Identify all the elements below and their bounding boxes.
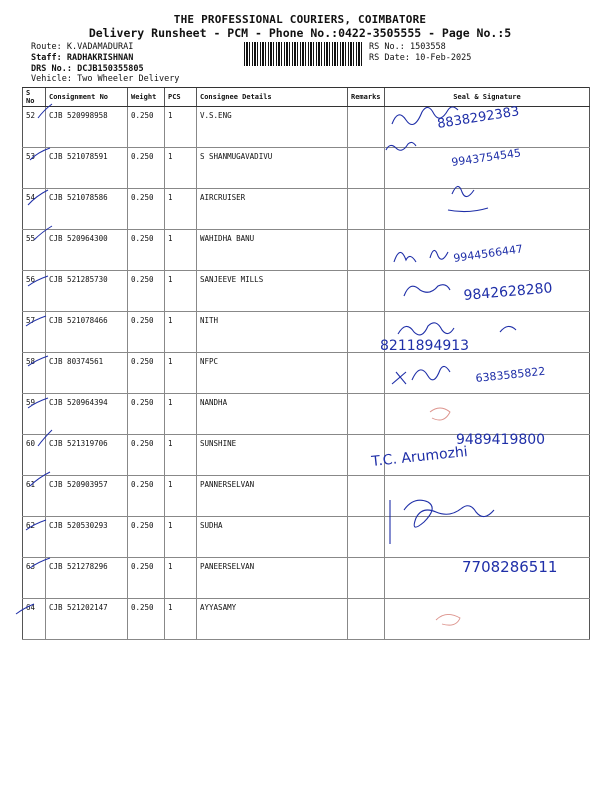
cell-consignee: SUDHA xyxy=(197,517,348,558)
table-row xyxy=(23,599,590,640)
cell-signature xyxy=(385,476,590,517)
staff-value: RADHAKRISHNAN xyxy=(66,53,134,63)
cell-remarks xyxy=(348,189,385,230)
rs-no-label: RS No.: xyxy=(369,42,405,52)
cell-sno: 61 xyxy=(23,476,46,517)
table-header-row xyxy=(23,88,590,107)
cell-pcs: 1 xyxy=(165,435,197,476)
cell-pcs: 1 xyxy=(165,312,197,353)
handwritten-phone-53: 9943754545 xyxy=(450,146,522,169)
staff-line xyxy=(31,53,133,63)
handwritten-name-60: T.C. Arumozhi xyxy=(370,443,469,470)
cell-signature xyxy=(385,558,590,599)
rs-date-label: RS Date: xyxy=(369,53,410,63)
cell-consignee: AIRCRUISER xyxy=(197,189,348,230)
vehicle-label: Vehicle: xyxy=(31,74,72,84)
cell-consignment: CJB 521078591 xyxy=(46,148,128,189)
cell-pcs: 1 xyxy=(165,476,197,517)
cell-weight: 0.250 xyxy=(128,189,165,230)
cell-consignee: NFPC xyxy=(197,353,348,394)
table-row xyxy=(23,517,590,558)
table-row xyxy=(23,394,590,435)
cell-pcs: 1 xyxy=(165,599,197,640)
cell-pcs: 1 xyxy=(165,189,197,230)
company-title: THE PROFESSIONAL COURIERS, COIMBATORE xyxy=(173,13,427,26)
cell-weight: 0.250 xyxy=(128,353,165,394)
rs-date-value: 10-Feb-2025 xyxy=(415,53,472,63)
cell-consignee: V.S.ENG xyxy=(197,107,348,148)
table-row xyxy=(23,189,590,230)
col-header-consignment: Consignment No xyxy=(46,88,128,107)
col-header-consignee: Consignee Details xyxy=(197,88,348,107)
cell-signature xyxy=(385,148,590,189)
route-line xyxy=(31,42,133,52)
handwritten-phone-56: 9842628280 xyxy=(462,280,554,304)
table-row xyxy=(23,353,590,394)
cell-weight: 0.250 xyxy=(128,476,165,517)
cell-remarks xyxy=(348,517,385,558)
cell-signature xyxy=(385,312,590,353)
cell-remarks xyxy=(348,476,385,517)
table-row xyxy=(23,312,590,353)
cell-weight: 0.250 xyxy=(128,394,165,435)
cell-remarks xyxy=(348,148,385,189)
cell-sno: 63 xyxy=(23,558,46,599)
route-value: K.VADAMADURAI xyxy=(66,42,134,52)
cell-weight: 0.250 xyxy=(128,435,165,476)
vehicle-line xyxy=(31,74,179,84)
cell-sno: 62 xyxy=(23,517,46,558)
cell-signature xyxy=(385,599,590,640)
cell-consignment: CJB 521078466 xyxy=(46,312,128,353)
cell-consignment: CJB 521078586 xyxy=(46,189,128,230)
cell-consignment: CJB 520964300 xyxy=(46,230,128,271)
vehicle-value: Two Wheeler Delivery xyxy=(77,74,180,84)
handwritten-phone-60: 9489419800 xyxy=(456,432,546,448)
cell-remarks xyxy=(348,435,385,476)
cell-remarks xyxy=(348,271,385,312)
cell-sno: 59 xyxy=(23,394,46,435)
cell-pcs: 1 xyxy=(165,394,197,435)
cell-pcs: 1 xyxy=(165,107,197,148)
handwritten-phone-57: 8211894913 xyxy=(380,338,470,354)
cell-remarks xyxy=(348,353,385,394)
cell-weight: 0.250 xyxy=(128,107,165,148)
cell-consignment: CJB 521285730 xyxy=(46,271,128,312)
cell-signature xyxy=(385,435,590,476)
cell-pcs: 1 xyxy=(165,517,197,558)
table-row xyxy=(23,230,590,271)
cell-pcs: 1 xyxy=(165,230,197,271)
table-row xyxy=(23,435,590,476)
cell-consignment: CJB 520964394 xyxy=(46,394,128,435)
cell-remarks xyxy=(348,558,385,599)
cell-sno: 60 xyxy=(23,435,46,476)
cell-consignee: NITH xyxy=(197,312,348,353)
col-header-remarks: Remarks xyxy=(348,88,385,107)
cell-signature xyxy=(385,517,590,558)
cell-pcs: 1 xyxy=(165,148,197,189)
cell-remarks xyxy=(348,599,385,640)
cell-weight: 0.250 xyxy=(128,148,165,189)
drs-label: DRS No.: xyxy=(31,64,72,74)
col-header-weight: Weight xyxy=(128,88,165,107)
drs-value: DCJB150355805 xyxy=(77,64,144,74)
cell-consignee: AYYASAMY xyxy=(197,599,348,640)
col-header-signature: Seal & Signature xyxy=(385,88,590,107)
cell-consignment: CJB 521319706 xyxy=(46,435,128,476)
cell-pcs: 1 xyxy=(165,271,197,312)
cell-sno: 56 xyxy=(23,271,46,312)
cell-consignee: PANEERSELVAN xyxy=(197,558,348,599)
cell-weight: 0.250 xyxy=(128,230,165,271)
cell-pcs: 1 xyxy=(165,558,197,599)
rs-no-value: 1503558 xyxy=(409,42,446,52)
cell-sno: 55 xyxy=(23,230,46,271)
cell-consignment: CJB 521278296 xyxy=(46,558,128,599)
cell-sno: 57 xyxy=(23,312,46,353)
cell-sno: 52 xyxy=(23,107,46,148)
cell-weight: 0.250 xyxy=(128,271,165,312)
cell-weight: 0.250 xyxy=(128,312,165,353)
col-header-pcs: PCS xyxy=(165,88,197,107)
cell-consignee: PANNERSELVAN xyxy=(197,476,348,517)
cell-remarks xyxy=(348,230,385,271)
drs-line xyxy=(31,64,144,74)
cell-signature xyxy=(385,230,590,271)
runsheet-subtitle: Delivery Runsheet - PCM - Phone No.:0422-3505555 - Page No.:5 xyxy=(88,26,512,40)
staff-label: Staff: xyxy=(31,53,62,63)
cell-consignee: WAHIDHA BANU xyxy=(197,230,348,271)
cell-weight: 0.250 xyxy=(128,517,165,558)
cell-consignment: CJB 521202147 xyxy=(46,599,128,640)
runsheet-table xyxy=(22,87,590,640)
handwritten-phone-63: 7708286511 xyxy=(462,558,558,576)
cell-weight: 0.250 xyxy=(128,558,165,599)
col-header-sno: S No xyxy=(23,88,46,107)
cell-signature xyxy=(385,189,590,230)
cell-sno: 53 xyxy=(23,148,46,189)
table-row xyxy=(23,271,590,312)
cell-signature xyxy=(385,107,590,148)
cell-sno: 54 xyxy=(23,189,46,230)
cell-consignment: CJB 520998958 xyxy=(46,107,128,148)
cell-pcs: 1 xyxy=(165,353,197,394)
barcode xyxy=(244,42,362,66)
cell-remarks xyxy=(348,107,385,148)
handwritten-phone-58: 6383585822 xyxy=(474,364,546,385)
cell-consignment: CJB 80374561 xyxy=(46,353,128,394)
cell-sno: 58 xyxy=(23,353,46,394)
cell-remarks xyxy=(348,312,385,353)
cell-consignee: SUNSHINE xyxy=(197,435,348,476)
cell-consignee: NANDHA xyxy=(197,394,348,435)
cell-signature xyxy=(385,353,590,394)
cell-weight: 0.250 xyxy=(128,599,165,640)
cell-consignee: SANJEEVE MILLS xyxy=(197,271,348,312)
table-row xyxy=(23,558,590,599)
route-label: Route: xyxy=(31,42,62,52)
cell-consignment: CJB 520903957 xyxy=(46,476,128,517)
table-row xyxy=(23,476,590,517)
cell-remarks xyxy=(348,394,385,435)
rs-no-line xyxy=(369,42,446,52)
cell-sno: 64 xyxy=(23,599,46,640)
table-row xyxy=(23,148,590,189)
handwritten-phone-52: 8838292383 xyxy=(436,104,521,132)
rs-date-line xyxy=(369,53,471,63)
cell-signature xyxy=(385,394,590,435)
handwritten-phone-55: 9944566447 xyxy=(452,242,524,265)
table-row xyxy=(23,107,590,148)
cell-signature xyxy=(385,271,590,312)
cell-consignment: CJB 520530293 xyxy=(46,517,128,558)
cell-consignee: S SHANMUGAVADIVU xyxy=(197,148,348,189)
